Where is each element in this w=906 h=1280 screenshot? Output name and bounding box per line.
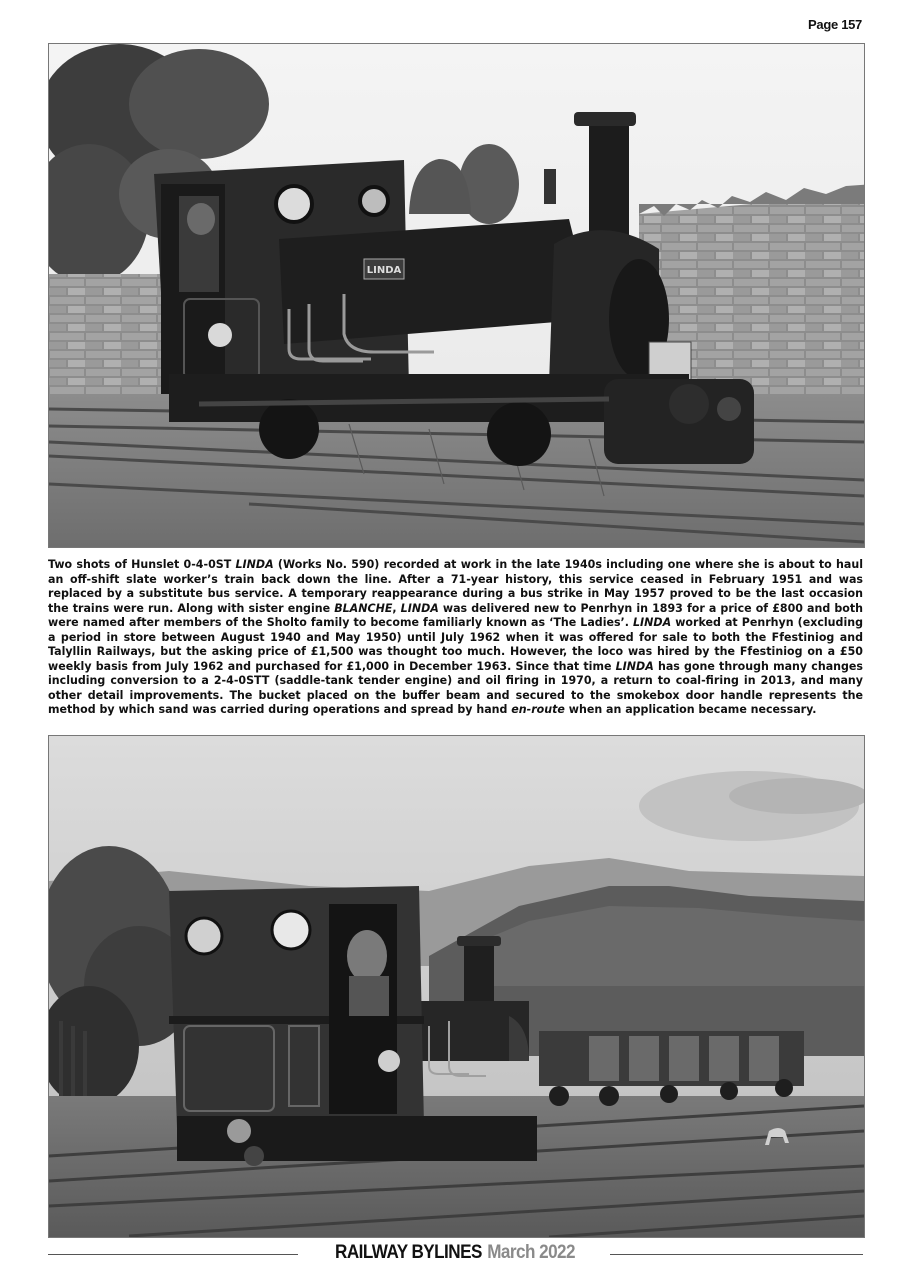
caption-segment: has gone through many changes including conversion to a 2-4-0STT (saddle-tank tender engine) and oil firing in 1970, a return to coal-firing in 2013, and many other detail improvements. The bucket placed on the buffer beam and secured to the smokebox door handle represents the method by which sand was carried during operations and spread by hand (48, 659, 863, 717)
caption-italic-segment: en-route (511, 703, 565, 717)
caption-italic-segment: BLANCHE (334, 601, 393, 615)
caption-segment: worked at Penrhyn (excluding a period in store between August 1940 and May 1950) until July 1962 when it was offered for sale to both the Ffestiniog and Talyllin Railways, but the asking price of £1,500 was thought too much. However, the loco was hired by the Ffestiniog on a £50 weekly basis from July 1962 and purchased for £1,000 in December 1963. Since that time (48, 616, 863, 673)
issue-date: March 2022 (487, 1242, 575, 1263)
photo-linda-at-work (48, 43, 865, 548)
caption-segment: (Works No. 590) recorded at work in the late 1940s including one where she is about to haul an off-shift slate worker’s train back down the line. After a 71-year history, this service ceased in February 1951 and was replaced by a substitute bus service. A temporary reappearance during a bus strike in May 1957 proved to be the last occasion the trains were run. Along with sister engine (48, 558, 863, 615)
caption-segment: when an application became necessary. (564, 703, 817, 717)
magazine-name: RAILWAY BYLINES (335, 1242, 482, 1263)
caption-segment: , (392, 601, 401, 615)
caption-italic-segment: LINDA (615, 659, 654, 673)
caption-segment: Two shots of Hunslet 0-4-0ST (48, 558, 236, 571)
footer-rule-right (610, 1254, 863, 1255)
photo-caption (48, 558, 863, 718)
footer-title (316, 1242, 595, 1264)
caption-italic-segment: LINDA (633, 616, 672, 630)
caption-italic-segment: LINDA (400, 601, 439, 615)
footer-rule-left (48, 1254, 298, 1255)
caption-segment: was delivered new to Penrhyn in 1893 for a price of £800 and both were named after members of the Sholto family to become familiarly known as ‘The Ladies’. (48, 601, 864, 630)
caption-italic-segment: LINDA (235, 558, 274, 571)
page-number: Page 157 (808, 17, 862, 32)
nameplate-linda: LINDA (366, 265, 402, 276)
photo-linda-with-slate-train (48, 735, 865, 1238)
